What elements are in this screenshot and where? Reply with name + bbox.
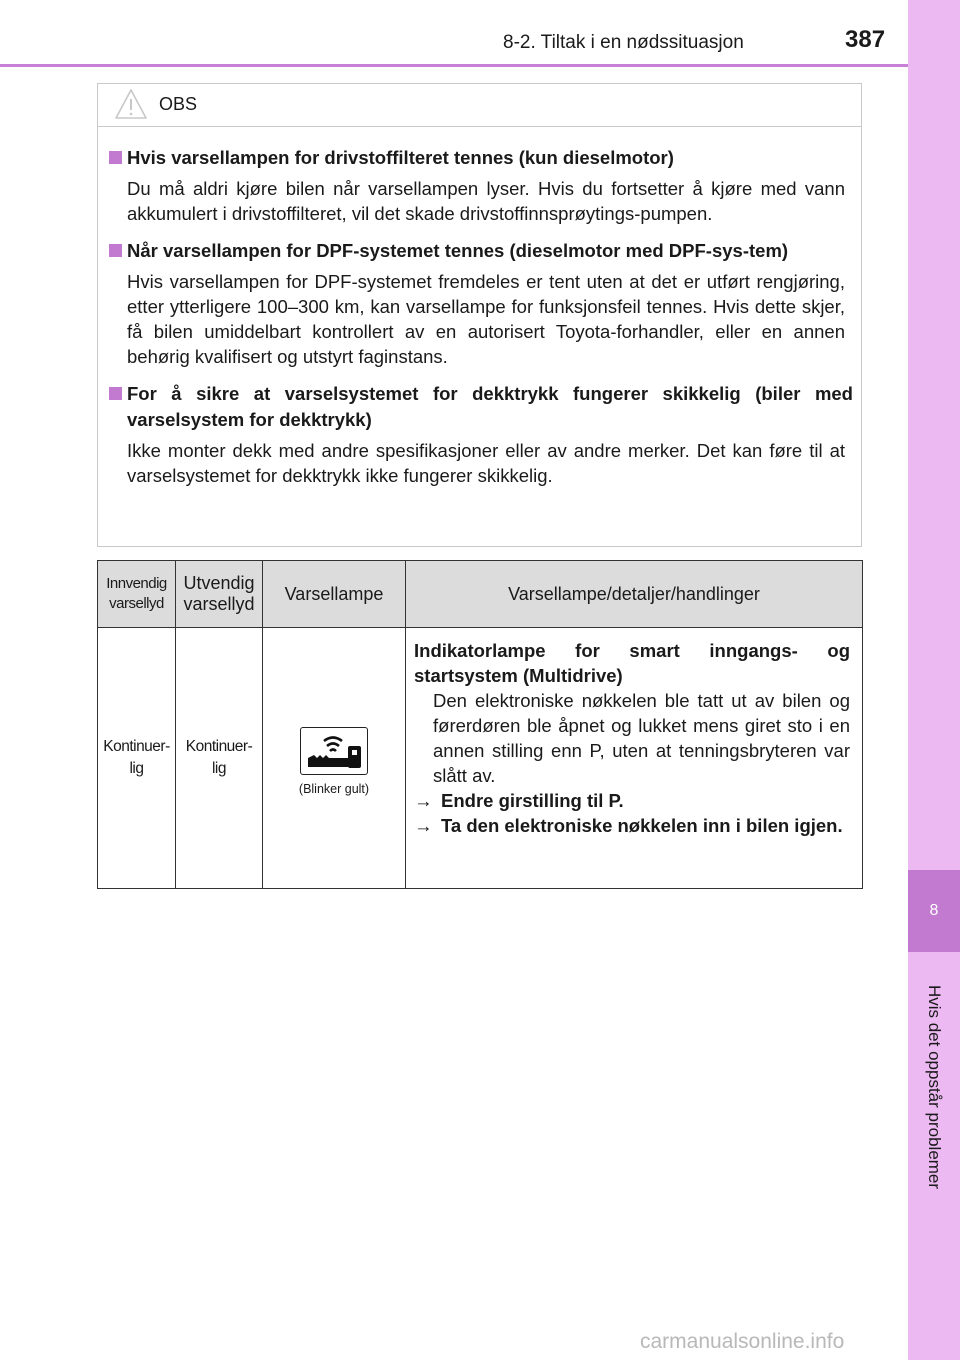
internal-buzzer-cell: Kontinuer- lig xyxy=(98,628,176,889)
details-cell xyxy=(406,628,863,889)
col-header-external-buzzer: Utvendig varsellyd xyxy=(176,561,263,628)
square-bullet-icon xyxy=(109,151,122,164)
caution-item-heading: For å sikre at varselsystemet for dekktrykk fungerer skikkelig (biler med varselsystem for dekktrykk) xyxy=(127,383,853,430)
caution-box xyxy=(97,83,862,547)
table-row xyxy=(98,628,863,889)
arrow-right-icon: → xyxy=(414,790,433,811)
action-item: → Endre girstilling til P. xyxy=(414,790,624,811)
external-buzzer-cell: Kontinuer- lig xyxy=(176,628,263,889)
square-bullet-icon xyxy=(109,244,122,257)
indicator-description: Den elektroniske nøkkelen ble tatt ut av bilen og førerdøren ble åpnet og lukket mens giret sto i en annen stilling enn P, uten at tenningsbryteren var slått av. xyxy=(433,690,850,786)
caution-item xyxy=(106,238,853,369)
caution-item-text: Ikke monter dekk med andre spesifikasjoner eller av andre merker. Det kan føre til at varselsystemet for dekktrykk ikke fungerer skikkelig. xyxy=(127,440,845,486)
action-item: → Ta den elektroniske nøkkelen inn i bilen igjen. xyxy=(414,815,843,836)
caution-item-text: Hvis varsellampen for DPF-systemet fremdeles er tent uten at det er utført rengjøring, etter ytterligere 100–300 km, kan varsellampe for funksjonsfeil tennes. Hvis dette skjer, få bilen umiddelbart kontrollert av en autorisert Toyota-forhandler, eller en annen behørig kvalifisert og utstyrt faginstans. xyxy=(127,271,845,367)
warning-lamp-table xyxy=(97,560,863,889)
square-bullet-icon xyxy=(109,387,122,400)
lamp-caption: (Blinker gult) xyxy=(298,781,370,796)
caution-title: OBS xyxy=(159,94,198,114)
caution-header xyxy=(98,84,861,127)
col-header-internal-buzzer: Innvendig varsellyd xyxy=(98,561,176,628)
caution-item-heading: Når varsellampen for DPF-systemet tennes (dieselmotor med DPF-sys-tem) xyxy=(127,240,789,261)
smart-key-indicator-icon xyxy=(300,727,368,775)
caution-item xyxy=(106,381,853,488)
chapter-number-tab[interactable]: 8 xyxy=(908,870,960,952)
watermark: carmanualsonline.info xyxy=(640,1330,845,1353)
caution-item-text: Du må aldri kjøre bilen når varsellampen lyser. Hvis du fortsetter å kjøre med vann akkumulert i drivstoffilteret, vil det skade drivstoffinnsprøytings-pumpen. xyxy=(127,178,845,224)
warning-triangle-icon xyxy=(114,88,148,120)
indicator-title: Indikatorlampe for smart inngangs- og startsystem (Multidrive) xyxy=(414,640,850,686)
page-number: 387 xyxy=(845,26,886,53)
col-header-warning-lamp: Varsellampe xyxy=(263,561,406,628)
caution-item-heading: Hvis varsellampen for drivstoffilteret tennes (kun dieselmotor) xyxy=(127,147,674,168)
col-header-details: Varsellampe/detaljer/handlinger xyxy=(406,561,863,628)
arrow-right-icon: → xyxy=(414,815,433,836)
chapter-title-label: Hvis det oppstår problemer xyxy=(925,984,944,1190)
header-divider xyxy=(0,64,908,67)
caution-item xyxy=(106,145,853,226)
table-header-row xyxy=(98,561,863,628)
warning-lamp-cell xyxy=(263,628,406,889)
section-title: 8-2. Tiltak i en nødssituasjon xyxy=(503,32,744,53)
